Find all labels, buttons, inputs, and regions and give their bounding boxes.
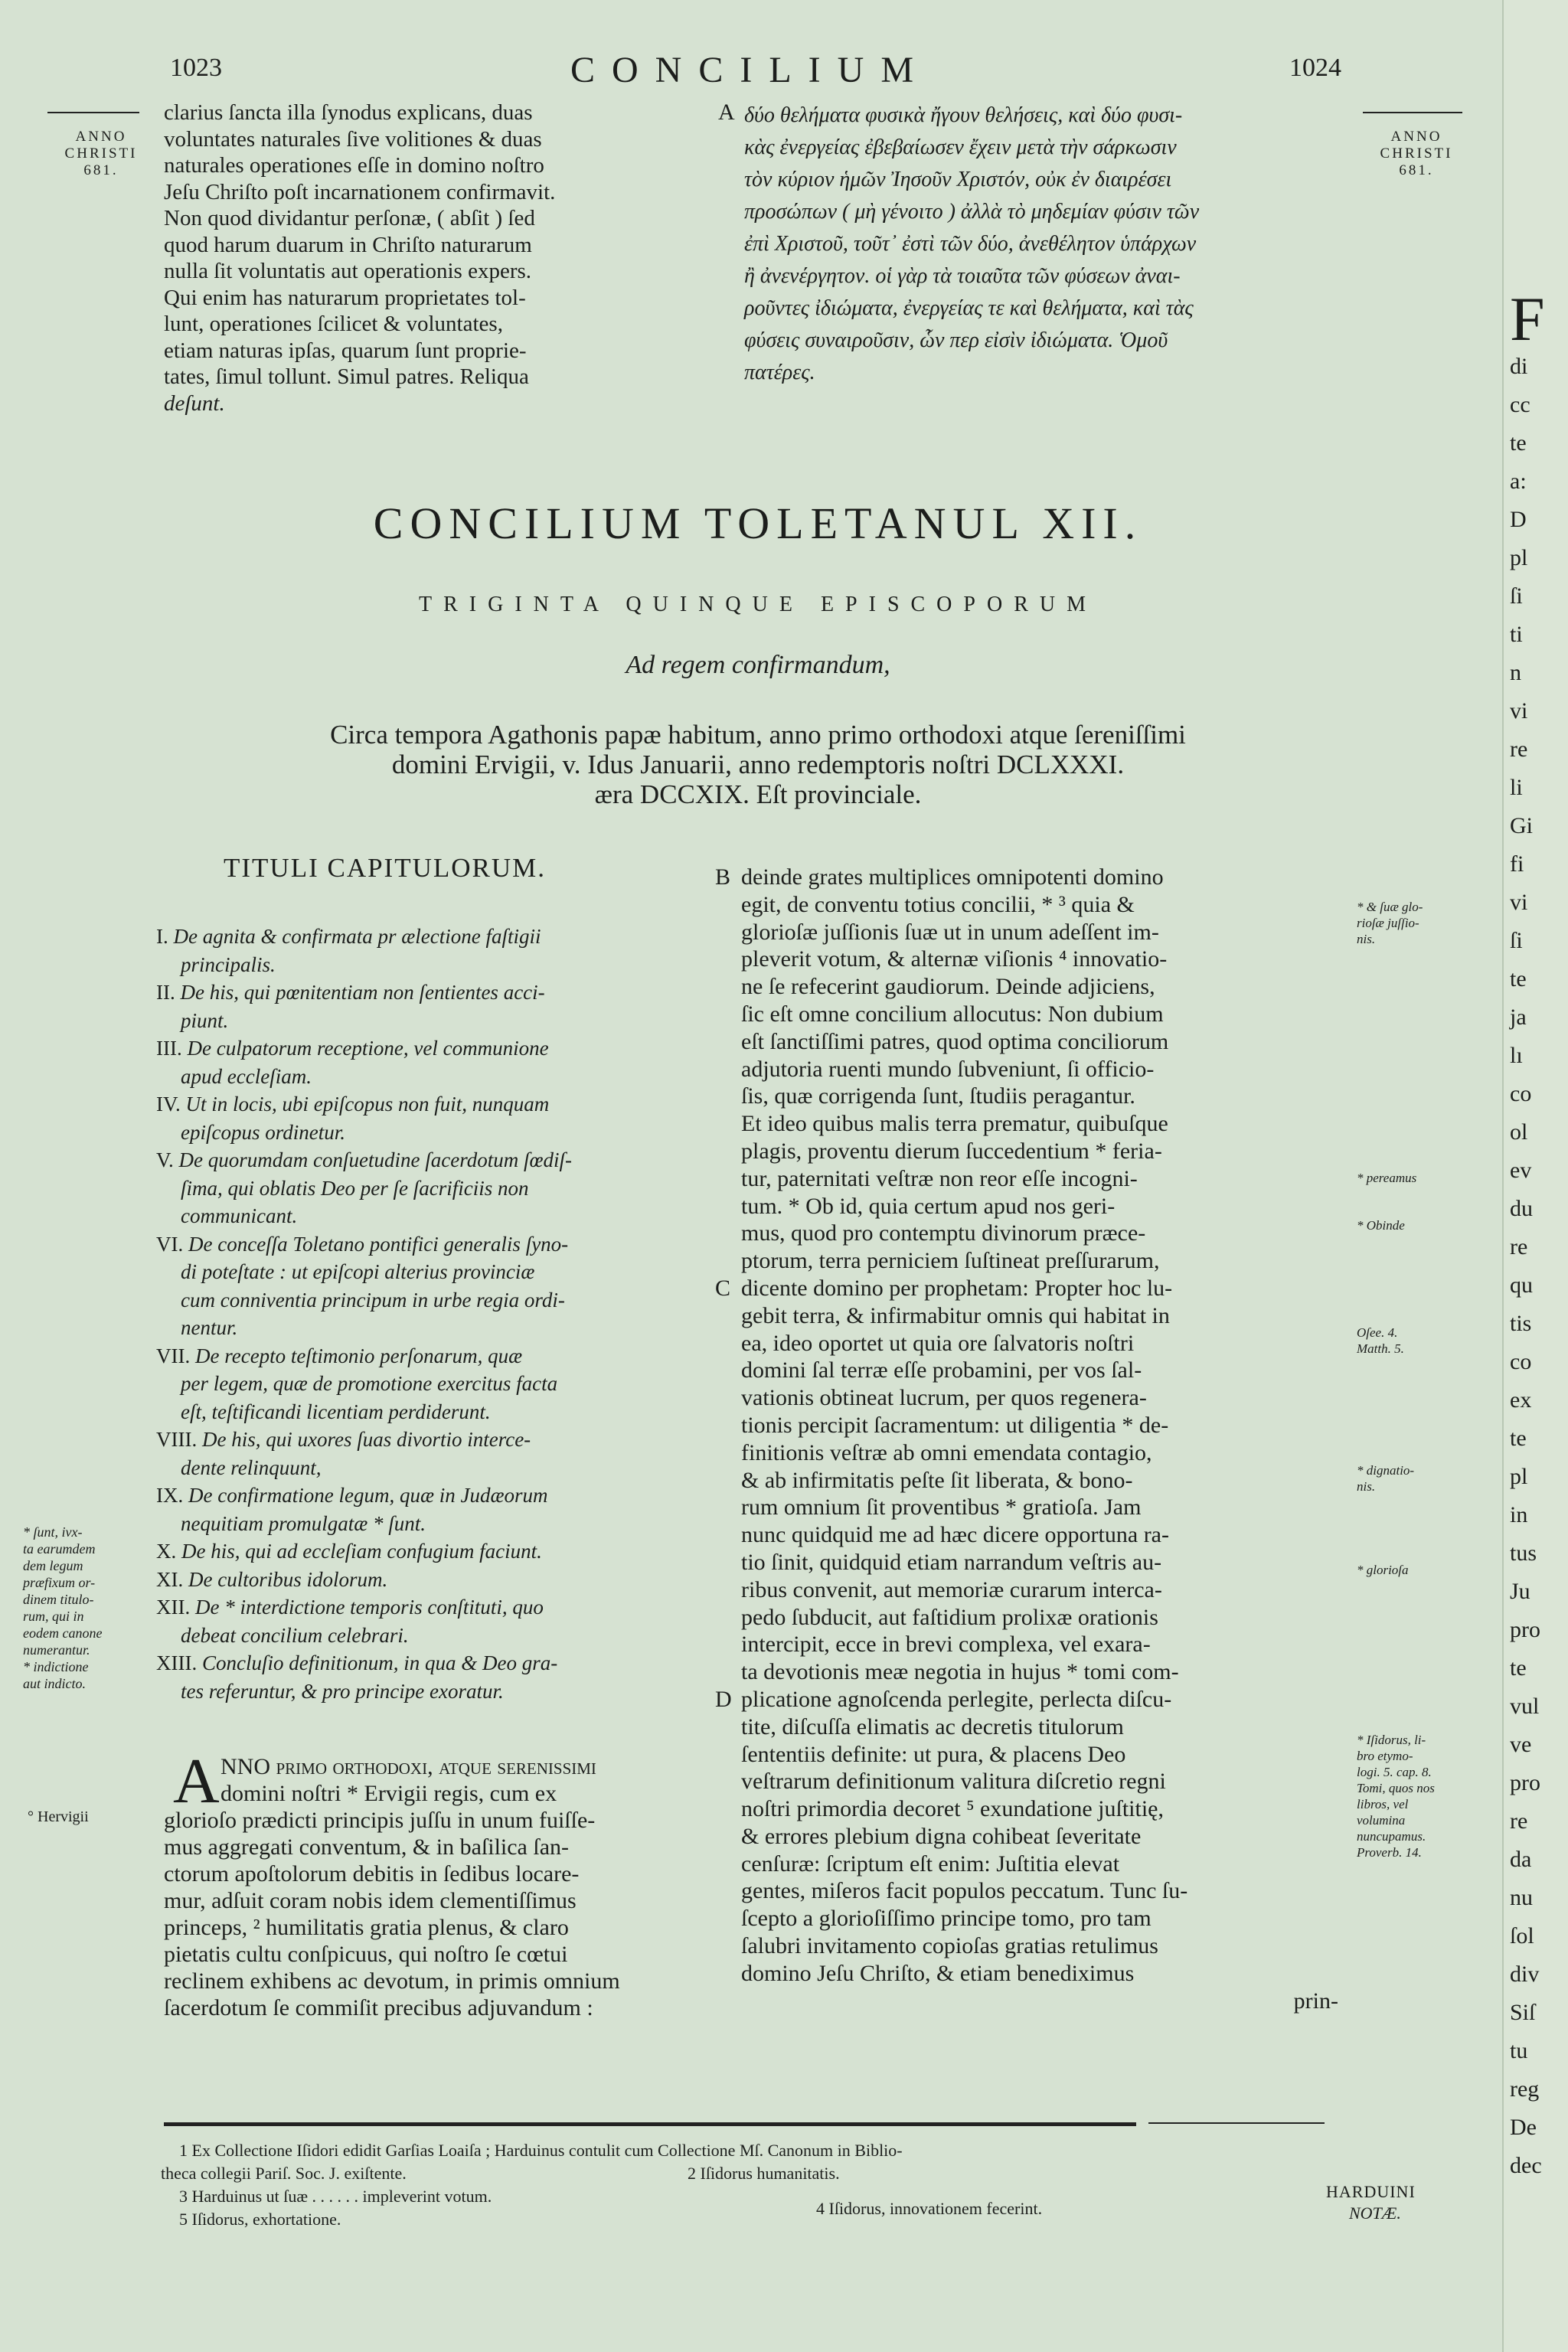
text-line: egit, de conventu totius concilii, * ³ quia &	[741, 891, 1135, 917]
spine-fragment: fi	[1510, 851, 1524, 877]
right-column-text	[715, 864, 1338, 2014]
spine-fragment: di	[1510, 354, 1528, 379]
chapter-item: XI. De cultoribus idolorum.	[156, 1567, 388, 1591]
text-line: intercipit, ecce in brevi complexa, vel exara-	[741, 1632, 1151, 1658]
text-line: ροῦντες ἰδιώματα, ἐνεργείας τε καὶ θελήματα, καὶ τὰς	[744, 296, 1194, 320]
intro-first-line: NNO primo orthodoxi, atque ſereniſſimi	[220, 1754, 596, 1779]
text-line: gentes, miſeros facit populos peccatum. Tunc ſu-	[741, 1878, 1188, 1904]
spine-fragment: ti	[1510, 622, 1523, 647]
chapter-item-cont: principalis.	[181, 952, 276, 976]
circa-line: æra DCCXIX. Eſt provinciale.	[594, 779, 922, 809]
chapter-item: VII. De recepto teſtimonio perſonarum, quæ	[156, 1344, 523, 1367]
margin-note-osee: Oſee. 4. Matth. 5.	[1357, 1325, 1404, 1356]
next-page-edge	[1502, 0, 1568, 2352]
spine-fragment: da	[1510, 1847, 1532, 1872]
footnote-4: 4 Iſidorus, innovationem fecerint.	[816, 2199, 1043, 2218]
running-title: CONCILIUM	[570, 50, 930, 90]
text-line: ribus convenit, aut memoriæ curarum interca-	[741, 1576, 1162, 1602]
section-marker: D	[715, 1686, 732, 1712]
footnote-5: 5 Iſidorus, exhortatione.	[179, 2210, 341, 2229]
text-line: Et ideo quibus malis terra prematur, quibuſque	[741, 1111, 1168, 1137]
spine-fragment: nu	[1510, 1885, 1533, 1910]
text-line: tur, paternitati veſtræ non reor eſſe incogni-	[741, 1165, 1138, 1191]
chapter-item: VIII. De his, qui uxores ſuas divortio interce-	[156, 1428, 531, 1451]
spine-fragment: pl	[1510, 1464, 1528, 1489]
text-line: ta devotionis meæ negotia in hujus * tomi com-	[741, 1659, 1179, 1685]
council-subtitle: TRIGINTA QUINQUE EPISCOPORUM	[419, 593, 1097, 616]
text-line: voluntates naturales ſive volitiones & duas	[164, 126, 542, 152]
spine-fragment: pro	[1510, 1617, 1540, 1642]
text-line: ſcepto a glorioſiſſimo principe tomo, pro tam	[741, 1906, 1152, 1932]
footnote-rule	[164, 2122, 1136, 2126]
text-line: κὰς ἐνεργείας ἐβεβαίωσεν ἔχειν μετὰ τὴν σάρκωσιν	[744, 136, 1177, 159]
text-line: C dicente domino per prophetam: Propter hoc lu-	[715, 1275, 1173, 1301]
spine-fragment: vul	[1510, 1694, 1540, 1719]
footnote-rule-right	[1148, 2122, 1325, 2124]
chapter-list	[156, 923, 572, 1705]
text-line: domino Jeſu Chriſto, & etiam benediximus	[741, 1960, 1135, 1986]
chapter-item-cont: epiſcopus ordinetur.	[181, 1120, 345, 1144]
text-line: eſt ſanctiſſimi patres, quod optima conciliorum	[741, 1028, 1169, 1054]
spine-fragment: vi	[1510, 698, 1528, 724]
anno-label: ANNO	[1390, 129, 1442, 145]
spine-fragment: te	[1510, 430, 1527, 456]
text-line: vationis obtineat lucrum, per quos regenera-	[741, 1385, 1147, 1411]
top-greek-text	[744, 100, 1199, 389]
section-marker: B	[715, 864, 731, 890]
text-line: ſacerdotum ſe commiſit precibus adjuvandum :	[164, 1995, 593, 2020]
chapter-item: IX. De confirmatione legum, quæ in Judæorum	[156, 1484, 548, 1507]
text-line: Jeſu Chriſto poſt incarnationem confirmavit.	[164, 179, 556, 204]
spine-fragment: co	[1510, 1081, 1532, 1106]
christi-label: CHRISTI	[1380, 145, 1453, 162]
text-line: veſtrarum definitionum valitura diſcretio regni	[741, 1769, 1166, 1795]
spine-fragment: n	[1510, 660, 1521, 685]
chapter-item: XII. De * interdictione temporis conſtituti, quo	[156, 1596, 544, 1619]
margin-note-hervigii: ° Hervigii	[28, 1808, 89, 1825]
text-line: plagis, proventu dierum ſuccedentium * feria-	[741, 1138, 1162, 1164]
tituli-heading: TITULI CAPITULORUM.	[224, 853, 547, 883]
spine-fragment: in	[1510, 1502, 1528, 1527]
chapter-item: XIII. Concluſio definitionum, in qua & Deo gra-	[156, 1651, 558, 1674]
spine-fragment: a:	[1510, 469, 1527, 494]
text-line: noſtri primordia decoret ⁵ exundatione juſtitię,	[741, 1796, 1164, 1822]
page-number-left: 1023	[170, 54, 222, 82]
text-line: reclinem exhibens ac devotum, in primis omnium	[164, 1968, 620, 1994]
text-line: tionis percipit ſacramentum: ut diligentia * de-	[741, 1412, 1169, 1438]
spine-fragment: li	[1510, 775, 1523, 800]
footnote-3: 3 Harduinus ut ſuæ . . . . . . impleverint votum.	[179, 2187, 492, 2206]
section-marker: C	[715, 1275, 731, 1301]
chapter-item-cont: eſt, teſtificandi licentiam perdiderunt.	[181, 1400, 491, 1423]
spine-fragment: D	[1510, 507, 1527, 532]
text-line: ſententiis definite: ut pura, & placens Deo	[741, 1741, 1126, 1767]
text-line: ctorum apoſtolorum debitis in ſedibus locare-	[164, 1861, 580, 1886]
text-line: pietatis cultu conſpicuus, qui noſtro ſe cœtui	[164, 1942, 568, 1967]
text-line: ſalubri invitamento copioſas gratias retulimus	[741, 1933, 1158, 1959]
spine-fragment: reg	[1510, 2076, 1540, 2102]
spine-fragment: ex	[1510, 1387, 1532, 1413]
spine-fragment: cc	[1510, 392, 1530, 417]
text-line: & ab infirmitatis peſte ſit liberata, & bono-	[741, 1467, 1133, 1493]
spine-fragment: lı	[1510, 1043, 1523, 1068]
text-line: glorioſæ juſſionis ſuæ ut in unum adeſſent im-	[741, 919, 1159, 945]
footnote-2: 2 Iſidorus humanitatis.	[688, 2164, 840, 2183]
chapter-item-cont: cum conniventia principum in urbe regia ordi-	[181, 1288, 565, 1312]
text-line: tum. * Ob id, quia certum apud nos geri-	[741, 1193, 1116, 1219]
spine-fragment: re	[1510, 737, 1528, 762]
spine-fragment: tus	[1510, 1540, 1537, 1566]
spine-fragment: div	[1510, 1962, 1540, 1987]
council-title: CONCILIUM TOLETANUL XII.	[373, 498, 1143, 548]
chapter-item-cont: apud eccleſiam.	[181, 1064, 312, 1088]
text-line: τὸν κύριον ἡμῶν Ἰησοῦν Χριστόν, οὐκ ἐν διαιρέσει	[744, 168, 1172, 191]
text-line: deſunt.	[164, 390, 225, 416]
spine-fragment: te	[1510, 1655, 1527, 1681]
text-line: pedo ſubducit, aut faſtidium prolixæ orationis	[741, 1604, 1158, 1630]
anno-label: ANNO	[75, 129, 127, 145]
text-line: princeps, ² humilitatis gratia plenus, & claro	[164, 1915, 569, 1940]
spine-fragment: De	[1510, 2115, 1537, 2140]
text-line: & errores plebium digna cohibeat ſeveritate	[741, 1823, 1142, 1849]
chapter-item-cont: tes referuntur, & pro principe exoratur.	[181, 1679, 504, 1703]
text-line: domini noſtri * Ervigii regis, cum ex	[220, 1781, 557, 1806]
text-line: glorioſo prædicti principis juſſu in unum fuiſſe-	[164, 1808, 596, 1833]
spine-fragment: pl	[1510, 545, 1528, 570]
text-line: ptorum, terra perniciem ſuſtineat preſſurarum,	[741, 1248, 1160, 1274]
text-line: mus, quod pro contemptu divinorum præce-	[741, 1220, 1146, 1246]
text-line: mur, adſuit coram nobis idem clementiſſimus	[164, 1888, 577, 1913]
chapter-item: X. De his, qui ad eccleſiam confugium faciunt.	[156, 1540, 542, 1563]
spine-fragment: ev	[1510, 1158, 1532, 1183]
spine-fragment: ſi	[1510, 928, 1523, 953]
text-line: clarius ſancta illa ſynodus explicans, duas	[164, 100, 533, 125]
chapter-item-cont: dente relinquunt,	[181, 1455, 322, 1479]
top-latin-text	[164, 100, 555, 416]
spine-fragment: tis	[1510, 1311, 1532, 1336]
text-line: tates, ſimul tollunt. Simul patres. Reliqua	[164, 364, 529, 389]
chapter-item-cont: piunt.	[181, 1008, 229, 1032]
text-line: adjutoria ruenti mundo ſubveniunt, ſi officio-	[741, 1056, 1155, 1082]
margin-note-gloriosae: * & ſuæ glo- rioſæ juſſio- nis.	[1357, 900, 1423, 946]
text-line: ſic eſt omne concilium allocutus: Non dubium	[741, 1001, 1164, 1027]
chapter-item: V. De quorumdam conſuetudine ſacerdotum ſœdiſ-	[156, 1148, 572, 1171]
text-line: prin-	[1293, 1988, 1338, 2014]
text-line: ea, ideo oportet ut quia ore ſalvatoris noſtri	[741, 1330, 1135, 1356]
spine-fragment: ve	[1510, 1732, 1532, 1757]
text-line: lunt, operationes ſcilicet & voluntates,	[164, 312, 503, 336]
harduini-label: HARDUINI	[1326, 2182, 1416, 2201]
text-line: ἢ ἀνενέργητον. οἱ γὰρ τὰ τοιαῦτα τῶν φύσεων ἀναι-	[744, 264, 1181, 288]
spine-fragment: pro	[1510, 1770, 1540, 1795]
chapter-item-cont: per legem, quæ de promotione exercitus facta	[181, 1372, 558, 1395]
text-line: Qui enim has naturarum proprietates tol-	[164, 285, 526, 310]
year-label: 681.	[83, 162, 119, 178]
intro-paragraph	[164, 1753, 620, 2021]
spine-fragment: du	[1510, 1196, 1533, 1221]
notae-label: NOTÆ.	[1349, 2203, 1401, 2223]
circa-line: domini Ervigii, v. Idus Januarii, anno redemptoris noſtri DCLXXXI.	[391, 750, 1125, 779]
spine-fragment: re	[1510, 1234, 1528, 1259]
christi-label: CHRISTI	[64, 145, 138, 162]
text-line: nunc quidquid me ad hæc dicere opportuna ra-	[741, 1522, 1169, 1548]
spine-fragment: Ju	[1510, 1579, 1530, 1604]
text-line: φύσεις συναιροῦσιν, ὧν περ εἰσὶν ἰδιώματα. Ὁμοῦ	[744, 328, 1168, 352]
spine-fragment: co	[1510, 1349, 1532, 1374]
spine-fragment: dec	[1510, 2153, 1542, 2178]
council-circa	[0, 720, 1516, 809]
page-number-right: 1024	[1289, 54, 1341, 82]
chapter-item: VI. De conceſſa Toletano pontifici generalis ſyno-	[156, 1232, 569, 1256]
section-marker-a: A	[718, 100, 735, 125]
text-line: tio ſinit, quidquid etiam narrandum veſtris au-	[741, 1549, 1162, 1575]
margin-note-dignationis: * dignatio- nis.	[1357, 1463, 1415, 1494]
chapter-item: I. De agnita & confirmata pr ælectione faſtigii	[156, 925, 541, 948]
text-line: quod harum duarum in Chriſto naturarum	[164, 232, 532, 257]
drop-cap: A	[173, 1746, 220, 1817]
margin-anno-left	[47, 112, 155, 179]
chapter-item-cont: debeat concilium celebrari.	[181, 1623, 409, 1647]
text-line: Non quod dividantur perſonæ, ( abſit ) ſed	[164, 206, 535, 230]
spine-fragment: tu	[1510, 2038, 1528, 2063]
year-label: 681.	[1399, 162, 1434, 178]
text-line: ἐπὶ Χριστοῦ, τοῦτ᾽ ἐστὶ τῶν δύο, ἀνεθέλητον ὑπάρχων	[744, 232, 1197, 256]
text-line: προσώπων ( μὴ γένοιτο ) ἀλλὰ τὸ μηδεμίαν φύσιν τῶν	[744, 200, 1200, 224]
chapter-item-cont: di poteſtate : ut epiſcopi alterius provinciæ	[181, 1260, 535, 1283]
spine-fragment: re	[1510, 1808, 1528, 1834]
text-line: B deinde grates multiplices omnipotenti domino	[715, 864, 1164, 890]
chapter-item-cont: nentur.	[181, 1316, 238, 1339]
text-line: etiam naturas ipſas, quarum ſunt proprie-	[164, 338, 527, 363]
margin-anno-right	[1363, 112, 1470, 179]
text-line: domini ſal terræ eſſe probamini, per vos ſal-	[741, 1357, 1142, 1383]
margin-note-obinde: * Obinde	[1357, 1218, 1405, 1233]
spine-fragment: te	[1510, 1426, 1527, 1451]
text-line: nulla ſit voluntatis aut operationis expers.	[164, 259, 532, 283]
text-line: pleverit votum, & alternæ viſionis ⁴ innovatio-	[741, 946, 1168, 972]
footnote-1b: theca collegii Pariſ. Soc. J. exiſtente.	[161, 2164, 407, 2183]
chapter-item: IV. Ut in locis, ubi epiſcopus non fuit, nunquam	[156, 1093, 550, 1116]
spine-fragment: ol	[1510, 1119, 1528, 1145]
spine-fragment: Gi	[1510, 813, 1533, 838]
spine-fragment: ſol	[1510, 1923, 1534, 1949]
text-line: gebit terra, & infirmabitur omnis qui habitat in	[741, 1302, 1170, 1328]
text-line: finitionis veſtræ ab omni emendata contagio,	[741, 1439, 1152, 1465]
margin-note-isidorus: * Iſidorus, li- bro etymo- logi. 5. cap. 8. Tomi, quos nos libros, vel volumina nuncupamus. Proverb. 14.	[1357, 1733, 1435, 1860]
text-line: ſis, quæ corrigenda ſunt, ſtudiis peragantur.	[741, 1083, 1135, 1109]
chapter-item-cont: communicant.	[181, 1204, 298, 1227]
spine-fragment: ja	[1510, 1004, 1527, 1030]
spine-fragment: ſi	[1510, 583, 1523, 609]
spine-drop-cap: F	[1510, 284, 1545, 354]
spine-fragment: Siſ	[1510, 2000, 1536, 2025]
text-line: D plicatione agnoſcenda perlegite, perlecta diſcu-	[715, 1686, 1172, 1712]
margin-note-sunt: * ſunt, ivx- ta earumdem dem legum præfixum or- dinem titulo- rum, qui in eodem canone numerantur. * indictione aut indicto.	[23, 1524, 103, 1691]
chapter-item: III. De culpatorum receptione, vel communione	[156, 1037, 549, 1060]
text-line: πατέρες.	[744, 361, 815, 384]
text-line: cenſuræ: ſcriptum eſt enim: Juſtitia elevat	[741, 1851, 1120, 1877]
footnote-1a: 1 Ex Collectione Iſidori edidit Garſias Loaiſa ; Harduinus contulit cum Collectione Mſ. Canonum in Biblio-	[179, 2141, 903, 2160]
chapter-item: II. De his, qui pœnitentiam non ſentientes acci-	[156, 981, 545, 1004]
text-line: naturales operationes eſſe in domino noſtro	[164, 153, 544, 178]
chapter-item-cont: nequitiam promulgatæ * ſunt.	[181, 1511, 426, 1535]
margin-note-gloriosa: * glorioſa	[1357, 1563, 1409, 1577]
spine-fragment: qu	[1510, 1272, 1533, 1298]
spine-fragment: te	[1510, 966, 1527, 991]
spine-fragment: vi	[1510, 890, 1528, 915]
council-purpose: Ad regem confirmandum,	[626, 651, 890, 679]
text-line: ne ſe refecerint gaudiorum. Deinde adjiciens,	[741, 974, 1155, 1000]
margin-note-pereamus: * pereamus	[1357, 1171, 1417, 1185]
text-line: mus aggregati conventum, & in baſilica ſan-	[164, 1834, 570, 1860]
text-line: δύο θελήματα φυσικὰ ἤγουν θελήσεις, καὶ δύο φυσι-	[744, 103, 1183, 127]
circa-line: Circa tempora Agathonis papæ habitum, anno primo orthodoxi atque ſereniſſimi	[330, 720, 1186, 750]
chapter-item-cont: ſima, qui oblatis Deo per ſe ſacrificiis non	[181, 1176, 529, 1200]
text-line: tite, diſcuſſa elimatis ac decretis titulorum	[741, 1713, 1124, 1740]
text-line: rum omnium ſit proventibus * gratioſa. Jam	[741, 1494, 1142, 1521]
